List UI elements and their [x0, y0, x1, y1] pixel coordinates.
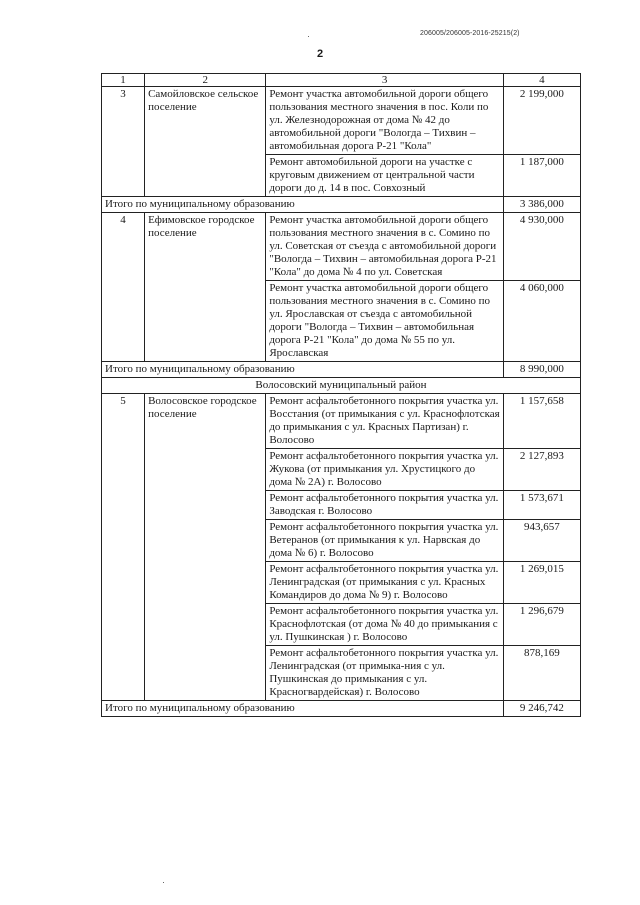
road-repair-table: [101, 73, 581, 717]
amount: 1 296,679: [503, 604, 580, 646]
district-row: [102, 378, 581, 394]
work-description: Ремонт участка автомобильной дороги общего пользования местного значения в с. Сомино по ул. Советская от съезда с автомобильной дороги "Вологда – Тихвин – автомобильная дорога Р-21 "Кола" до дома № 4 по ул. Советская: [266, 213, 503, 281]
row-number: 5: [102, 394, 145, 701]
amount: 1 187,000: [503, 155, 580, 197]
row-number: 3: [102, 87, 145, 197]
row-number: 4: [102, 213, 145, 362]
municipality-name: Волосовское городское поселение: [145, 394, 266, 701]
table-row: [102, 213, 581, 281]
page-number: 2: [316, 48, 324, 60]
amount: 4 930,000: [503, 213, 580, 281]
amount: 1 157,658: [503, 394, 580, 449]
total-label: Итого по муниципальному образованию: [102, 197, 504, 213]
column-number: 1: [102, 74, 145, 87]
total-amount: 3 386,000: [503, 197, 580, 213]
total-row: [102, 362, 581, 378]
work-description: Ремонт участка автомобильной дороги общего пользования местного значения в с. Сомино по ул. Ярославская от съезда с автомобильной дороги "Вологда – Тихвин – автомобильная дорога Р-21 "Кола" до дома № 55 по ул. Ярославская: [266, 281, 503, 362]
work-description: Ремонт асфальтобетонного покрытия участка ул. Ленинградская (от примыкания с ул. Красных Командиров до дома № 9) г. Волосово: [266, 562, 503, 604]
total-row: [102, 701, 581, 717]
scan-speck: [308, 36, 309, 37]
work-description: Ремонт асфальтобетонного покрытия участка ул. Ленинградская (от примыка-ния с ул. Пушкинская до примыкания с ул. Красногвардейская) г. Волосово: [266, 646, 503, 701]
total-amount: 8 990,000: [503, 362, 580, 378]
total-amount: 9 246,742: [503, 701, 580, 717]
column-number: 4: [503, 74, 580, 87]
amount: 2 127,893: [503, 449, 580, 491]
district-heading: Волосовский муниципальный район: [102, 378, 581, 394]
work-description: Ремонт асфальтобетонного покрытия участка ул. Заводская г. Волосово: [266, 491, 503, 520]
amount: 878,169: [503, 646, 580, 701]
work-description: Ремонт асфальтобетонного покрытия участка ул. Ветеранов (от примыкания к ул. Нарвская до дома № 6) г. Волосово: [266, 520, 503, 562]
total-row: [102, 197, 581, 213]
column-number: 3: [266, 74, 503, 87]
work-description: Ремонт участка автомобильной дороги общего пользования местного значения в пос. Коли по ул. Железнодорожная от дома № 42 до автомобильной дороги "Вологда – Тихвин – автомобильная дорога Р-21 "Кола": [266, 87, 503, 155]
scan-speck: [163, 882, 164, 883]
work-description: Ремонт асфальтобетонного покрытия участка ул. Восстания (от примыкания с ул. Краснофлотская до примыкания с ул. Красных Партизан) г. Волосово: [266, 394, 503, 449]
total-label: Итого по муниципальному образованию: [102, 701, 504, 717]
column-number-row: [102, 74, 581, 87]
amount: 4 060,000: [503, 281, 580, 362]
work-description: Ремонт асфальтобетонного покрытия участка ул. Краснофлотская (от дома № 40 до примыкания с ул. Пушкинская ) г. Волосово: [266, 604, 503, 646]
column-number: 2: [145, 74, 266, 87]
amount: 943,657: [503, 520, 580, 562]
document-id: 206005/206005-2016-25215(2): [420, 30, 520, 37]
amount: 1 269,015: [503, 562, 580, 604]
amount: 1 573,671: [503, 491, 580, 520]
municipality-name: Ефимовское городское поселение: [145, 213, 266, 362]
municipality-name: Самойловское сельское поселение: [145, 87, 266, 197]
table-row: [102, 394, 581, 449]
total-label: Итого по муниципальному образованию: [102, 362, 504, 378]
work-description: Ремонт автомобильной дороги на участке с круговым движением от центральной части дороги до д. 14 в пос. Совхозный: [266, 155, 503, 197]
work-description: Ремонт асфальтобетонного покрытия участка ул. Жукова (от примыкания ул. Хрустицкого до дома № 2А) г. Волосово: [266, 449, 503, 491]
table-row: [102, 87, 581, 155]
amount: 2 199,000: [503, 87, 580, 155]
